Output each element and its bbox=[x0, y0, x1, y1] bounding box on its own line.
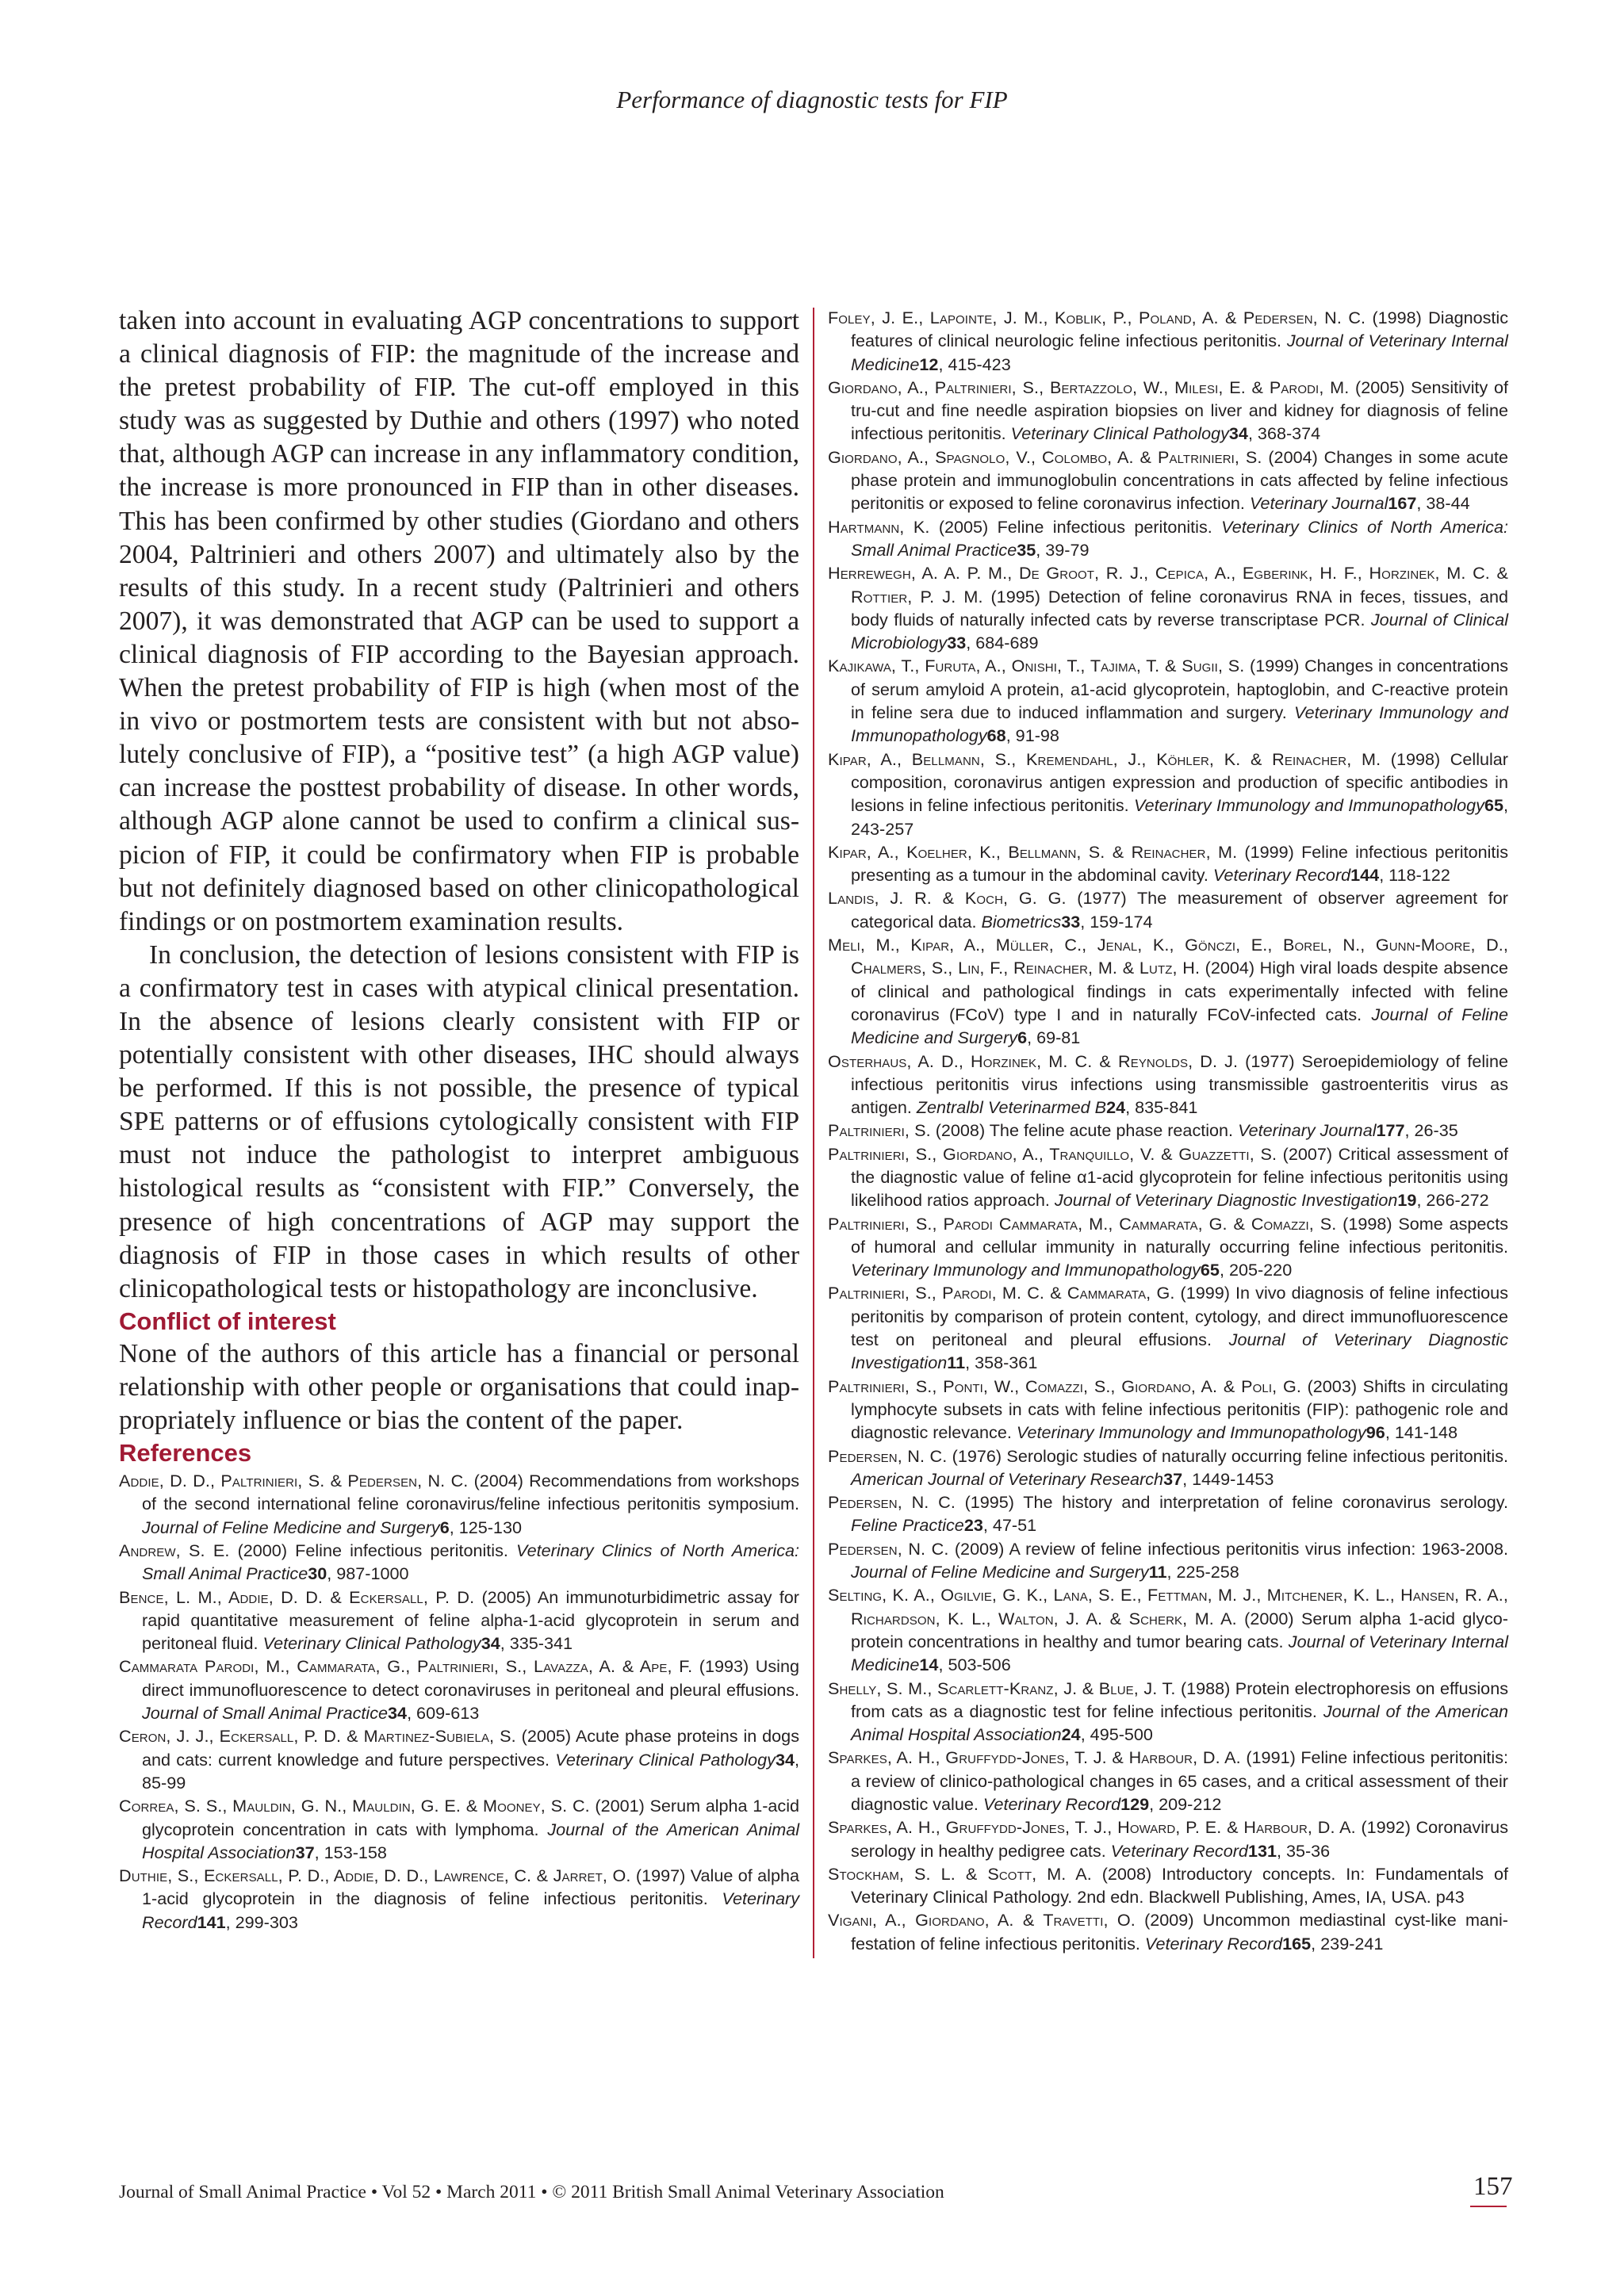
reference-authors: Paltrinieri, S. bbox=[828, 1120, 931, 1141]
reference-pages: , 85-99 bbox=[142, 1749, 800, 1793]
reference-pages: , 209-212 bbox=[1149, 1794, 1222, 1814]
reference-volume: 65 bbox=[1484, 795, 1503, 816]
reference-volume: 30 bbox=[308, 1563, 327, 1584]
reference-item bbox=[119, 1724, 799, 1794]
reference-text: (2000) Feline infectious peritonitis. bbox=[229, 1540, 517, 1560]
reference-text: (2009) A review of feline infectious peritonitis virus infection: 1963-2008. bbox=[948, 1538, 1509, 1559]
reference-authors: Paltrinieri, S., Parodi, M. C. & Cammarata, G. bbox=[828, 1283, 1175, 1303]
reference-authors: Pedersen, N. C. bbox=[828, 1538, 949, 1559]
reference-volume: 23 bbox=[963, 1515, 983, 1536]
reference-text: (2005) Acute phase proteins in dogs and cats: current knowledge and future perspectives. bbox=[142, 1726, 799, 1770]
reference-journal: Journal of the American Animal Hospital Association bbox=[142, 1819, 799, 1862]
reference-item bbox=[119, 1539, 799, 1586]
body-paragraph-2: In conclusion, the detection of lesions consistent with FIP is a confirmatory test in cases with atypical clinical presentation. In the absence of lesions clearly consistent with FIP or potentially consistent with other diseases, IHC should always be performed. If this is not possible, the presence of typical SPE patterns or of effusions cytologically consistent with FIP must not induce the pathologist to interpret ambiguous histological results as “consistent with FIP.” Conversely, the presence of high concentrations of AGP may support the diagnosis of FIP in those cases in which results of other clinicopathological tests or histopathology are inconclusive. bbox=[119, 939, 799, 1303]
reference-journal: Veterinary Immunology and Immunopathology bbox=[1016, 1422, 1366, 1443]
reference-pages: , 159-174 bbox=[1080, 911, 1153, 932]
reference-journal: Journal of Feline Medicine and Surgery bbox=[851, 1562, 1149, 1582]
reference-item bbox=[828, 1050, 1508, 1119]
reference-journal: Veterinary Record bbox=[142, 1888, 799, 1932]
reference-authors: Shelly, S. M., Scarlett-Kranz, J. & Blue, J. T. bbox=[828, 1678, 1176, 1698]
reference-authors: Foley, J. E., Lapointe, J. M., Koblik, P., Poland, A. & Pedersen, N. C. bbox=[828, 308, 1366, 327]
reference-journal: Veterinary Clinical Pathology bbox=[1010, 423, 1229, 444]
references-list-left bbox=[119, 1469, 799, 1934]
reference-text: (1991) Feline infectious peritonitis: a review of clinico-pathological changes in 65 cases, and a critical assessment of their diagnostic value. bbox=[851, 1747, 1508, 1814]
reference-pages: , 225-258 bbox=[1166, 1562, 1239, 1582]
reference-volume: 68 bbox=[986, 725, 1006, 746]
reference-text: (1995) The history and interpretation of feline coronavirus serology. bbox=[955, 1492, 1508, 1513]
reference-pages: , 503-506 bbox=[938, 1655, 1011, 1675]
reference-item bbox=[119, 1655, 799, 1724]
reference-text: (1977) The measurement of observer agreement for categorical data. bbox=[851, 888, 1508, 932]
reference-authors: Paltrinieri, S., Ponti, W., Comazzi, S., Giordano, A. & Poli, G. bbox=[828, 1376, 1301, 1396]
reference-text: (2008) The feline acute phase reaction. bbox=[930, 1120, 1239, 1141]
reference-volume: 11 bbox=[1148, 1562, 1167, 1582]
reference-text: (1977) Seroepidemiology of feline infectious peritonitis virus infections using transmissible gastroenteritis virus as antigen. bbox=[851, 1050, 1508, 1118]
reference-text: (1976) Serologic studies of naturally occurring feline infectious peritonitis. bbox=[947, 1445, 1509, 1466]
reference-journal: Veterinary Record bbox=[1144, 1933, 1283, 1954]
reference-item bbox=[828, 515, 1508, 562]
reference-pages: , 987-1000 bbox=[327, 1563, 409, 1584]
body-paragraph-1: taken into account in evaluating AGP concentrations to support a clinical diagnosis of FIP: the magnitude of the increase and the pretest probability of FIP. The cut-off employed in this study was as suggested by Duthie and others (1997) who noted that, although AGP can increase in any inflammatory condition, the increase is more pronounced in FIP than in other diseases. This has been confirmed by other studies (Giordano and others 2004, Paltrinieri and others 2007) and ultimately also by the results of this study. In a recent study (Paltrinieri and others 2007), it was demonstrated that AGP can be used to support a clinical diagnosis of FIP according to the Bayesian approach. When the pretest probability of FIP is high (when most of the in vivo or postmortem tests are consistent with but not absolutely conclusive of FIP), a “positive test” (a high AGP value) can increase the posttest probability of disease. In other words, although AGP alone cannot be used to confirm a clinical suspicion of FIP, it could be confirmatory when FIP is probable but not definitely diagnosed based on other clinicopathological findings or on postmortem examination results. bbox=[119, 306, 799, 936]
reference-volume: 24 bbox=[1061, 1724, 1081, 1745]
reference-journal: Biometrics bbox=[981, 911, 1062, 932]
reference-volume: 65 bbox=[1200, 1260, 1220, 1280]
page-number-rule bbox=[1470, 2206, 1507, 2207]
reference-journal: Veterinary Clinics of North America: Small Animal Practice bbox=[142, 1540, 799, 1584]
reference-authors: Vigani, A., Giordano, A. & Travetti, O. bbox=[828, 1910, 1136, 1931]
reference-item bbox=[828, 376, 1508, 446]
reference-text: (1999) In vivo diagnosis of feline infectious peritonitis by comparison of protein content, cytology, and direct immunofluorescence test on peritoneal and pleural effusions. bbox=[851, 1283, 1508, 1350]
reference-journal: Journal of Veterinary Internal Medicine bbox=[851, 1631, 1508, 1675]
right-column bbox=[828, 306, 1508, 1955]
reference-item bbox=[828, 933, 1508, 1049]
reference-pages: , 47-51 bbox=[982, 1515, 1037, 1536]
reference-journal: Journal of Feline Medicine and Surgery bbox=[851, 1004, 1509, 1048]
reference-journal: Veterinary Immunology and Immunopathology bbox=[851, 702, 1508, 746]
conflict-heading: Conflict of interest bbox=[119, 1307, 336, 1335]
reference-journal: Feline Practice bbox=[851, 1515, 964, 1536]
reference-volume: 33 bbox=[1061, 911, 1081, 932]
reference-text: (1998) Some aspects of humoral and cellular immunity in naturally occurring feline infectious peritonitis. bbox=[851, 1213, 1508, 1257]
reference-volume: 34 bbox=[481, 1633, 500, 1654]
reference-pages: , 91-98 bbox=[1005, 725, 1059, 746]
reference-item bbox=[828, 1908, 1508, 1955]
reference-item bbox=[828, 1677, 1508, 1747]
reference-journal: Journal of the American Animal Hospital Association bbox=[851, 1701, 1508, 1745]
reference-authors: Giordano, A., Spagnolo, V., Colombo, A. & Paltrinieri, S. bbox=[828, 446, 1262, 467]
page-number: 157 bbox=[1473, 2172, 1513, 2201]
references-heading: References bbox=[119, 1439, 252, 1468]
reference-text: (2000) Serum alpha 1-acid glycoprotein concentrations in healthy and tumor bearing cats. bbox=[851, 1608, 1508, 1651]
reference-authors: Andrew, S. E. bbox=[119, 1540, 230, 1560]
reference-volume: 167 bbox=[1388, 493, 1417, 514]
reference-item bbox=[119, 1469, 799, 1539]
conflict-text: None of the authors of this article has a financial or personal relationship with other people or organisations that could inappropriately influence or bias the content of the paper. bbox=[119, 1338, 799, 1435]
reference-journal: Journal of Veterinary Diagnostic Investigation bbox=[1054, 1190, 1398, 1211]
reference-journal: Veterinary Journal bbox=[1249, 493, 1388, 514]
reference-text: (2005) Sensitivity of tru-cut and fine needle aspiration biopsies on liver and kidney for diagnosis of feline infectious peritonitis. bbox=[851, 377, 1508, 444]
reference-pages: , 205-220 bbox=[1219, 1260, 1293, 1280]
reference-pages: , 415-423 bbox=[938, 354, 1011, 374]
reference-authors: Duthie, S., Eckersall, P. D., Addie, D. D., Lawrence, C. & Jarret, O. bbox=[119, 1866, 631, 1886]
reference-pages: , 239-241 bbox=[1311, 1933, 1384, 1954]
reference-item bbox=[828, 306, 1508, 376]
reference-journal: Veterinary Clinics of North America: Small Animal Practice bbox=[851, 516, 1508, 560]
reference-authors: Pedersen, N. C. bbox=[828, 1445, 948, 1466]
reference-authors: Sparkes, A. H., Gruffydd-Jones, T. J., Howard, P. E. & Harbour, D. A. bbox=[828, 1817, 1356, 1838]
reference-item bbox=[828, 561, 1508, 654]
reference-pages: , 26-35 bbox=[1404, 1120, 1458, 1141]
reference-authors: Meli, M., Kipar, A., Müller, C., Jenal, K., Gönczi, E., Borel, N., Gunn-Moore, D., Chalmers, S., Lin, F., Reinacher, M. & Lutz, H. bbox=[828, 935, 1508, 978]
reference-journal: Zentralbl Veterinarmed B bbox=[916, 1097, 1107, 1118]
reference-volume: 35 bbox=[1017, 539, 1036, 560]
reference-pages: , 35-36 bbox=[1276, 1840, 1331, 1861]
reference-volume: 141 bbox=[197, 1911, 226, 1932]
column-divider bbox=[813, 308, 814, 1958]
reference-authors: Sparkes, A. H., Gruffydd-Jones, T. J. & Harbour, D. A. bbox=[828, 1747, 1241, 1768]
reference-volume: 144 bbox=[1350, 865, 1380, 886]
reference-volume: 19 bbox=[1397, 1190, 1417, 1211]
reference-journal: Veterinary Immunology and Immunopathology bbox=[851, 1260, 1201, 1280]
reference-pages: , 368-374 bbox=[1247, 423, 1321, 444]
reference-text: (2004) Recommendations from workshops of the second international feline coronavirus/feline infectious peritonitis symposium. bbox=[142, 1471, 799, 1514]
reference-volume: 34 bbox=[775, 1749, 795, 1770]
footer-citation: Journal of Small Animal Practice • Vol 52 • March 2011 • © 2011 British Small Animal Veterinary Association bbox=[119, 2182, 944, 2202]
reference-item bbox=[828, 1212, 1508, 1282]
reference-text: (2004) Changes in some acute phase protein and immunoglobulin concentrations in cats affected by feline infectious peritonitis or exposed to feline coronavirus infection. bbox=[851, 446, 1508, 514]
reference-pages: , 299-303 bbox=[225, 1911, 298, 1932]
reference-journal: Veterinary Record bbox=[1110, 1840, 1248, 1861]
reference-volume: 6 bbox=[439, 1517, 450, 1537]
reference-volume: 6 bbox=[1017, 1027, 1028, 1048]
reference-authors: Ceron, J. J., Eckersall, P. D. & Martinez-Subiela, S. bbox=[119, 1726, 516, 1747]
reference-item bbox=[828, 1490, 1508, 1537]
reference-text: (1993) Using direct immunofluorescence to detect coronaviruses in peritoneal and pleural effusions. bbox=[142, 1656, 799, 1700]
reference-volume: 34 bbox=[388, 1703, 408, 1724]
reference-authors: Pedersen, N. C. bbox=[828, 1492, 956, 1513]
reference-text: (1998) Cellular composition, coronavirus antigen expression and production of specific antibodies in lesions in feline infectious peritonitis. bbox=[851, 748, 1509, 816]
reference-text: (1999) Feline infectious peritonitis presenting as a tumour in the abdominal cavity. bbox=[851, 841, 1508, 886]
reference-authors: Kipar, A., Bellmann, S., Kremendahl, J., Köhler, K. & Reinacher, M. bbox=[828, 748, 1381, 769]
reference-authors: Kipar, A., Koelher, K., Bellmann, S. & Reinacher, M. bbox=[828, 841, 1238, 862]
reference-item bbox=[828, 1445, 1508, 1491]
reference-pages: , 335-341 bbox=[500, 1633, 573, 1654]
reference-authors: Paltrinieri, S., Parodi Cammarata, M., Cammarata, G. & Comazzi, S. bbox=[828, 1213, 1337, 1234]
reference-item bbox=[828, 1281, 1508, 1374]
reference-journal: Journal of Feline Medicine and Surgery bbox=[142, 1517, 440, 1537]
reference-text: (2004) High viral loads despite absence of clinical and pathological findings in cats experimentally infected with feline coronavirus (FCoV) type I and in naturally FCoV-infected cats. bbox=[851, 958, 1508, 1024]
reference-item bbox=[828, 1862, 1508, 1909]
reference-pages: , 243-257 bbox=[851, 795, 1508, 839]
reference-pages: , 684-689 bbox=[966, 633, 1039, 653]
reference-journal: Journal of Clinical Microbiology bbox=[851, 609, 1509, 653]
reference-pages: , 358-361 bbox=[965, 1353, 1038, 1373]
reference-item bbox=[828, 1142, 1508, 1212]
reference-volume: 11 bbox=[947, 1353, 966, 1373]
reference-journal: Veterinary Record bbox=[1212, 865, 1351, 886]
reference-volume: 131 bbox=[1247, 1840, 1277, 1861]
reference-pages: , 69-81 bbox=[1027, 1027, 1081, 1048]
reference-text: (2005) An immunoturbidimetric assay for rapid quantitative measurement of feline alpha-1-acid glycoprotein in serum and peritoneal fluid. bbox=[142, 1586, 799, 1654]
reference-authors: Giordano, A., Paltrinieri, S., Bertazzolo, W., Milesi, E. & Parodi, M. bbox=[828, 377, 1350, 397]
reference-pages: , 153-158 bbox=[314, 1842, 387, 1862]
reference-item bbox=[828, 1375, 1508, 1445]
reference-authors: Cammarata Parodi, M., Cammarata, G., Paltrinieri, S., Lavazza, A. & Ape, F. bbox=[119, 1656, 693, 1677]
left-column bbox=[119, 304, 799, 1934]
reference-item bbox=[828, 1816, 1508, 1862]
reference-pages: , 495-500 bbox=[1080, 1724, 1153, 1745]
reference-volume: 14 bbox=[919, 1655, 939, 1675]
reference-item bbox=[828, 1537, 1508, 1584]
reference-pages: , 835-841 bbox=[1125, 1097, 1198, 1118]
reference-item bbox=[828, 1119, 1508, 1142]
references-list-right bbox=[828, 306, 1508, 1955]
reference-volume: 96 bbox=[1365, 1422, 1385, 1443]
reference-pages: , 141-148 bbox=[1385, 1422, 1458, 1443]
reference-item bbox=[828, 748, 1508, 840]
reference-journal: Veterinary Immunology and Immunopathology bbox=[1134, 795, 1484, 816]
reference-item bbox=[828, 654, 1508, 747]
reference-authors: Herrewegh, A. A. P. M., De Groot, R. J., Cepica, A., Egberink, H. F., Horzinek, M. C. & Rottier, P. J. M. bbox=[828, 563, 1508, 607]
reference-volume: 129 bbox=[1120, 1794, 1150, 1814]
reference-text: (1998) Diagnostic features of clinical neurologic feline infectious peritonitis. bbox=[851, 308, 1508, 351]
reference-journal: Journal of Veterinary Internal Medicine bbox=[851, 331, 1508, 374]
reference-pages: , 1449-1453 bbox=[1182, 1468, 1274, 1489]
reference-text: (2009) Uncommon mediastinal cyst-like manifestation of feline infectious peritonitis. bbox=[851, 1910, 1508, 1954]
reference-authors: Correa, S. S., Mauldin, G. N., Mauldin, G. E. & Mooney, S. C. bbox=[119, 1796, 590, 1816]
reference-authors: Landis, J. R. & Koch, G. G. bbox=[828, 888, 1067, 909]
reference-text: (1999) Changes in concentrations of serum amyloid A protein, a1-acid glycoprotein, haptoglobin, and C-reactive protein in feline sera due to induced inflammation and surgery. bbox=[851, 656, 1509, 723]
reference-pages: , 266-272 bbox=[1416, 1190, 1489, 1211]
reference-item bbox=[119, 1586, 799, 1655]
reference-volume: 37 bbox=[1163, 1468, 1183, 1489]
reference-authors: Bence, L. M., Addie, D. D. & Eckersall, P. D. bbox=[119, 1586, 475, 1607]
reference-text: (2005) Feline infectious peritonitis. bbox=[929, 516, 1222, 537]
running-head: Performance of diagnostic tests for FIP bbox=[616, 86, 1008, 113]
reference-journal: Veterinary Clinical Pathology bbox=[555, 1749, 776, 1770]
reference-pages: , 118-122 bbox=[1379, 865, 1450, 886]
reference-pages: , 38-44 bbox=[1416, 493, 1470, 514]
reference-text: (1992) Coronavirus serology in healthy pedigree cats. bbox=[851, 1817, 1508, 1861]
reference-volume: 33 bbox=[947, 633, 967, 653]
reference-item bbox=[828, 1746, 1508, 1816]
reference-journal: Journal of Small Animal Practice bbox=[142, 1703, 389, 1724]
reference-volume: 24 bbox=[1106, 1097, 1126, 1118]
reference-pages: , 125-130 bbox=[449, 1517, 522, 1537]
reference-text: (1997) Value of alpha 1-acid glycoprotein in the diagnosis of feline infectious peritonitis. bbox=[142, 1866, 799, 1909]
reference-journal: Veterinary Record bbox=[982, 1794, 1121, 1814]
reference-volume: 177 bbox=[1376, 1120, 1405, 1141]
reference-authors: Stockham, S. L. & Scott, M. A. bbox=[828, 1863, 1092, 1884]
reference-item bbox=[828, 886, 1508, 933]
reference-volume: 37 bbox=[295, 1842, 315, 1862]
reference-text: (2003) Shifts in circulating lymphocyte subsets in cats with feline infectious peritonitis (FIP): pathogenic role and diagnostic relevance. bbox=[851, 1376, 1508, 1443]
reference-authors: Paltrinieri, S., Giordano, A., Tranquillo, V. & Guazzetti, S. bbox=[828, 1143, 1277, 1164]
reference-journal: Veterinary Clinical Pathology bbox=[262, 1633, 481, 1654]
reference-item bbox=[119, 1794, 799, 1864]
reference-journal: Journal of Veterinary Diagnostic Investigation bbox=[851, 1330, 1508, 1373]
reference-text: (2001) Serum alpha 1-acid glycoprotein concentration in cats with lymphoma. bbox=[142, 1796, 800, 1839]
reference-text: (2007) Critical assessment of the diagnostic value of feline α1-acid glycoprotein for feline infectious peritonitis using likelihood ratios approach. bbox=[851, 1143, 1508, 1211]
reference-text: (2008) Introductory concepts. In: Fundamentals of Veterinary Clinical Pathology. 2nd edn. Blackwell Publishing, Ames, IA, USA. p43 bbox=[851, 1863, 1508, 1908]
reference-pages: , 609-613 bbox=[407, 1703, 480, 1724]
reference-text: (1988) Protein electrophoresis on effusions from cats as a diagnostic test for feline infectious peritonitis. bbox=[851, 1678, 1508, 1721]
reference-item bbox=[828, 1583, 1508, 1676]
reference-authors: Osterhaus, A. D., Horzinek, M. C. & Reynolds, D. J. bbox=[828, 1050, 1239, 1071]
reference-journal: Veterinary Journal bbox=[1238, 1120, 1377, 1141]
reference-text: (1995) Detection of feline coronavirus RNA in feces, tissues, and body fluids of naturally infected cats by reverse transcriptase PCR. bbox=[851, 586, 1508, 629]
reference-authors: Selting, K. A., Ogilvie, G. K., Lana, S. E., Fettman, M. J., Mitchener, K. L., Hansen, R. A., Richardson, K. L., Walton, J. A. & Scherk, M. A. bbox=[828, 1585, 1508, 1628]
reference-item bbox=[119, 1864, 799, 1934]
reference-journal: American Journal of Veterinary Research bbox=[851, 1468, 1164, 1489]
reference-item bbox=[828, 446, 1508, 515]
reference-volume: 34 bbox=[1228, 423, 1248, 444]
reference-authors: Hartmann, K. bbox=[828, 516, 930, 537]
reference-volume: 12 bbox=[919, 354, 939, 374]
reference-pages: , 39-79 bbox=[1036, 539, 1090, 560]
reference-item bbox=[828, 840, 1508, 887]
reference-authors: Kajikawa, T., Furuta, A., Onishi, T., Tajima, T. & Sugii, S. bbox=[828, 656, 1245, 676]
reference-volume: 165 bbox=[1282, 1933, 1312, 1954]
reference-authors: Addie, D. D., Paltrinieri, S. & Pedersen, N. C. bbox=[119, 1471, 469, 1491]
